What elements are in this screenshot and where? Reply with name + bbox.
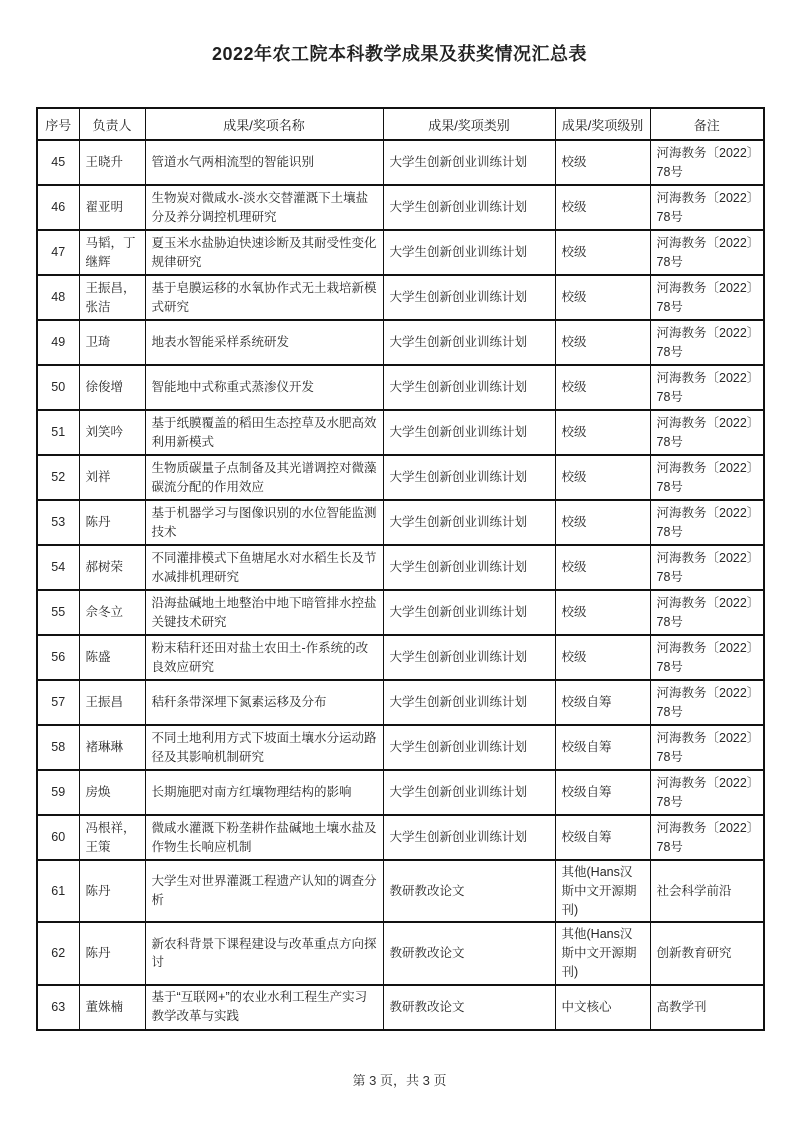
cell-category: 大学生创新创业训练计划 xyxy=(383,410,555,455)
cell-no: 54 xyxy=(37,545,79,590)
cell-no: 61 xyxy=(37,860,79,922)
cell-no: 60 xyxy=(37,815,79,860)
cell-level: 中文核心 xyxy=(555,985,650,1030)
table-row xyxy=(37,770,764,815)
cell-owner: 陈丹 xyxy=(79,500,145,545)
cell-category: 教研教改论文 xyxy=(383,860,555,922)
cell-name: 秸秆条带深埋下氮素运移及分布 xyxy=(145,680,383,725)
table-row xyxy=(37,230,764,275)
cell-remark: 河海教务〔2022〕78号 xyxy=(650,590,764,635)
cell-owner: 佘冬立 xyxy=(79,590,145,635)
cell-category: 教研教改论文 xyxy=(383,922,555,984)
cell-no: 45 xyxy=(37,140,79,185)
cell-no: 58 xyxy=(37,725,79,770)
cell-owner: 刘笑吟 xyxy=(79,410,145,455)
cell-remark: 河海教务〔2022〕78号 xyxy=(650,815,764,860)
cell-no: 47 xyxy=(37,230,79,275)
cell-category: 大学生创新创业训练计划 xyxy=(383,275,555,320)
cell-no: 51 xyxy=(37,410,79,455)
table-row xyxy=(37,725,764,770)
cell-name: 地表水智能采样系统研发 xyxy=(145,320,383,365)
cell-category: 教研教改论文 xyxy=(383,985,555,1030)
cell-no: 55 xyxy=(37,590,79,635)
cell-owner: 褚琳琳 xyxy=(79,725,145,770)
table-row xyxy=(37,140,764,185)
cell-level: 校级自筹 xyxy=(555,770,650,815)
cell-remark: 河海教务〔2022〕78号 xyxy=(650,455,764,500)
cell-name: 基于机器学习与图像识别的水位智能监测技术 xyxy=(145,500,383,545)
table-row xyxy=(37,185,764,230)
cell-owner: 董姝楠 xyxy=(79,985,145,1030)
cell-owner: 王晓升 xyxy=(79,140,145,185)
cell-remark: 河海教务〔2022〕78号 xyxy=(650,725,764,770)
cell-category: 大学生创新创业训练计划 xyxy=(383,770,555,815)
cell-name: 管道水气两相流型的智能识别 xyxy=(145,140,383,185)
cell-no: 63 xyxy=(37,985,79,1030)
cell-remark: 创新教育研究 xyxy=(650,922,764,984)
cell-category: 大学生创新创业训练计划 xyxy=(383,185,555,230)
cell-level: 校级 xyxy=(555,185,650,230)
cell-level: 其他(Hans汉斯中文开源期刊) xyxy=(555,922,650,984)
cell-level: 校级 xyxy=(555,500,650,545)
cell-owner: 徐俊增 xyxy=(79,365,145,410)
cell-owner: 冯根祥，王策 xyxy=(79,815,145,860)
cell-no: 53 xyxy=(37,500,79,545)
cell-no: 46 xyxy=(37,185,79,230)
cell-owner: 翟亚明 xyxy=(79,185,145,230)
cell-name: 微咸水灌溉下粉垄耕作盐碱地土壤水盐及作物生长响应机制 xyxy=(145,815,383,860)
cell-category: 大学生创新创业训练计划 xyxy=(383,635,555,680)
cell-owner: 王振昌，张洁 xyxy=(79,275,145,320)
table-row xyxy=(37,680,764,725)
table-row xyxy=(37,985,764,1030)
header-person-in-charge: 负责人 xyxy=(79,108,145,140)
table-row xyxy=(37,922,764,984)
cell-remark: 河海教务〔2022〕78号 xyxy=(650,410,764,455)
cell-category: 大学生创新创业训练计划 xyxy=(383,320,555,365)
table-row xyxy=(37,410,764,455)
cell-category: 大学生创新创业训练计划 xyxy=(383,590,555,635)
cell-remark: 社会科学前沿 xyxy=(650,860,764,922)
cell-level: 校级 xyxy=(555,410,650,455)
cell-no: 56 xyxy=(37,635,79,680)
table-row xyxy=(37,815,764,860)
table-row xyxy=(37,500,764,545)
cell-category: 大学生创新创业训练计划 xyxy=(383,680,555,725)
cell-category: 大学生创新创业训练计划 xyxy=(383,815,555,860)
cell-name: 不同土地利用方式下坡面土壤水分运动路径及其影响机制研究 xyxy=(145,725,383,770)
cell-remark: 河海教务〔2022〕78号 xyxy=(650,545,764,590)
awards-summary-table xyxy=(36,107,765,1031)
cell-no: 57 xyxy=(37,680,79,725)
header-achievement-category: 成果/奖项类别 xyxy=(383,108,555,140)
cell-remark: 河海教务〔2022〕78号 xyxy=(650,185,764,230)
cell-category: 大学生创新创业训练计划 xyxy=(383,725,555,770)
header-row xyxy=(37,108,764,140)
cell-remark: 河海教务〔2022〕78号 xyxy=(650,365,764,410)
cell-no: 49 xyxy=(37,320,79,365)
cell-name: 生物炭对微咸水-淡水交替灌溉下土壤盐分及养分调控机理研究 xyxy=(145,185,383,230)
header-remarks: 备注 xyxy=(650,108,764,140)
cell-name: 沿海盐碱地土地整治中地下暗管排水控盐关键技术研究 xyxy=(145,590,383,635)
cell-level: 校级 xyxy=(555,275,650,320)
cell-name: 生物质碳量子点制备及其光谱调控对微藻碳流分配的作用效应 xyxy=(145,455,383,500)
cell-remark: 河海教务〔2022〕78号 xyxy=(650,140,764,185)
cell-category: 大学生创新创业训练计划 xyxy=(383,545,555,590)
cell-level: 校级 xyxy=(555,365,650,410)
table-row xyxy=(37,320,764,365)
table-row xyxy=(37,455,764,500)
cell-name: 基于皂膜运移的水氧协作式无土栽培新模式研究 xyxy=(145,275,383,320)
cell-remark: 河海教务〔2022〕78号 xyxy=(650,500,764,545)
table-header xyxy=(37,108,764,140)
cell-owner: 房焕 xyxy=(79,770,145,815)
cell-no: 62 xyxy=(37,922,79,984)
cell-owner: 马韬，丁继辉 xyxy=(79,230,145,275)
cell-category: 大学生创新创业训练计划 xyxy=(383,140,555,185)
cell-remark: 河海教务〔2022〕78号 xyxy=(650,320,764,365)
cell-no: 50 xyxy=(37,365,79,410)
cell-level: 校级 xyxy=(555,320,650,365)
cell-category: 大学生创新创业训练计划 xyxy=(383,500,555,545)
cell-name: 不同灌排模式下鱼塘尾水对水稻生长及节水减排机理研究 xyxy=(145,545,383,590)
table-row xyxy=(37,545,764,590)
table-row xyxy=(37,590,764,635)
cell-owner: 郝树荣 xyxy=(79,545,145,590)
header-achievement-name: 成果/奖项名称 xyxy=(145,108,383,140)
cell-name: 粉末秸秆还田对盐土农田土-作系统的改良效应研究 xyxy=(145,635,383,680)
table-row xyxy=(37,635,764,680)
cell-remark: 高教学刊 xyxy=(650,985,764,1030)
cell-remark: 河海教务〔2022〕78号 xyxy=(650,680,764,725)
cell-category: 大学生创新创业训练计划 xyxy=(383,230,555,275)
cell-remark: 河海教务〔2022〕78号 xyxy=(650,230,764,275)
cell-no: 52 xyxy=(37,455,79,500)
cell-level: 校级 xyxy=(555,545,650,590)
cell-level: 校级 xyxy=(555,230,650,275)
cell-category: 大学生创新创业训练计划 xyxy=(383,455,555,500)
cell-owner: 刘祥 xyxy=(79,455,145,500)
cell-name: 夏玉米水盐胁迫快速诊断及其耐受性变化规律研究 xyxy=(145,230,383,275)
header-serial-number: 序号 xyxy=(37,108,79,140)
cell-remark: 河海教务〔2022〕78号 xyxy=(650,770,764,815)
cell-owner: 陈丹 xyxy=(79,860,145,922)
cell-name: 智能地中式称重式蒸渗仪开发 xyxy=(145,365,383,410)
cell-level: 校级自筹 xyxy=(555,680,650,725)
header-achievement-level: 成果/奖项级别 xyxy=(555,108,650,140)
cell-name: 基于纸膜覆盖的稻田生态控草及水肥高效利用新模式 xyxy=(145,410,383,455)
cell-remark: 河海教务〔2022〕78号 xyxy=(650,275,764,320)
cell-no: 59 xyxy=(37,770,79,815)
cell-owner: 陈盛 xyxy=(79,635,145,680)
cell-no: 48 xyxy=(37,275,79,320)
table-row xyxy=(37,365,764,410)
cell-level: 校级 xyxy=(555,635,650,680)
cell-level: 校级 xyxy=(555,590,650,635)
cell-level: 校级自筹 xyxy=(555,725,650,770)
page-number-footer: 第 3 页，共 3 页 xyxy=(352,1073,447,1088)
cell-owner: 王振昌 xyxy=(79,680,145,725)
cell-name: 长期施肥对南方红壤物理结构的影响 xyxy=(145,770,383,815)
cell-category: 大学生创新创业训练计划 xyxy=(383,365,555,410)
table-row xyxy=(37,860,764,922)
cell-name: 新农科背景下课程建设与改革重点方向探讨 xyxy=(145,922,383,984)
cell-name: 基于“互联网+”的农业水利工程生产实习教学改革与实践 xyxy=(145,985,383,1030)
table-body xyxy=(37,140,764,1030)
cell-owner: 卫琦 xyxy=(79,320,145,365)
table-row xyxy=(37,275,764,320)
cell-level: 校级 xyxy=(555,140,650,185)
cell-level: 校级 xyxy=(555,455,650,500)
cell-level: 校级自筹 xyxy=(555,815,650,860)
cell-name: 大学生对世界灌溉工程遗产认知的调查分析 xyxy=(145,860,383,922)
page-title: 2022年农工院本科教学成果及获奖情况汇总表 xyxy=(211,44,588,64)
cell-owner: 陈丹 xyxy=(79,922,145,984)
cell-level: 其他(Hans汉斯中文开源期刊) xyxy=(555,860,650,922)
cell-remark: 河海教务〔2022〕78号 xyxy=(650,635,764,680)
